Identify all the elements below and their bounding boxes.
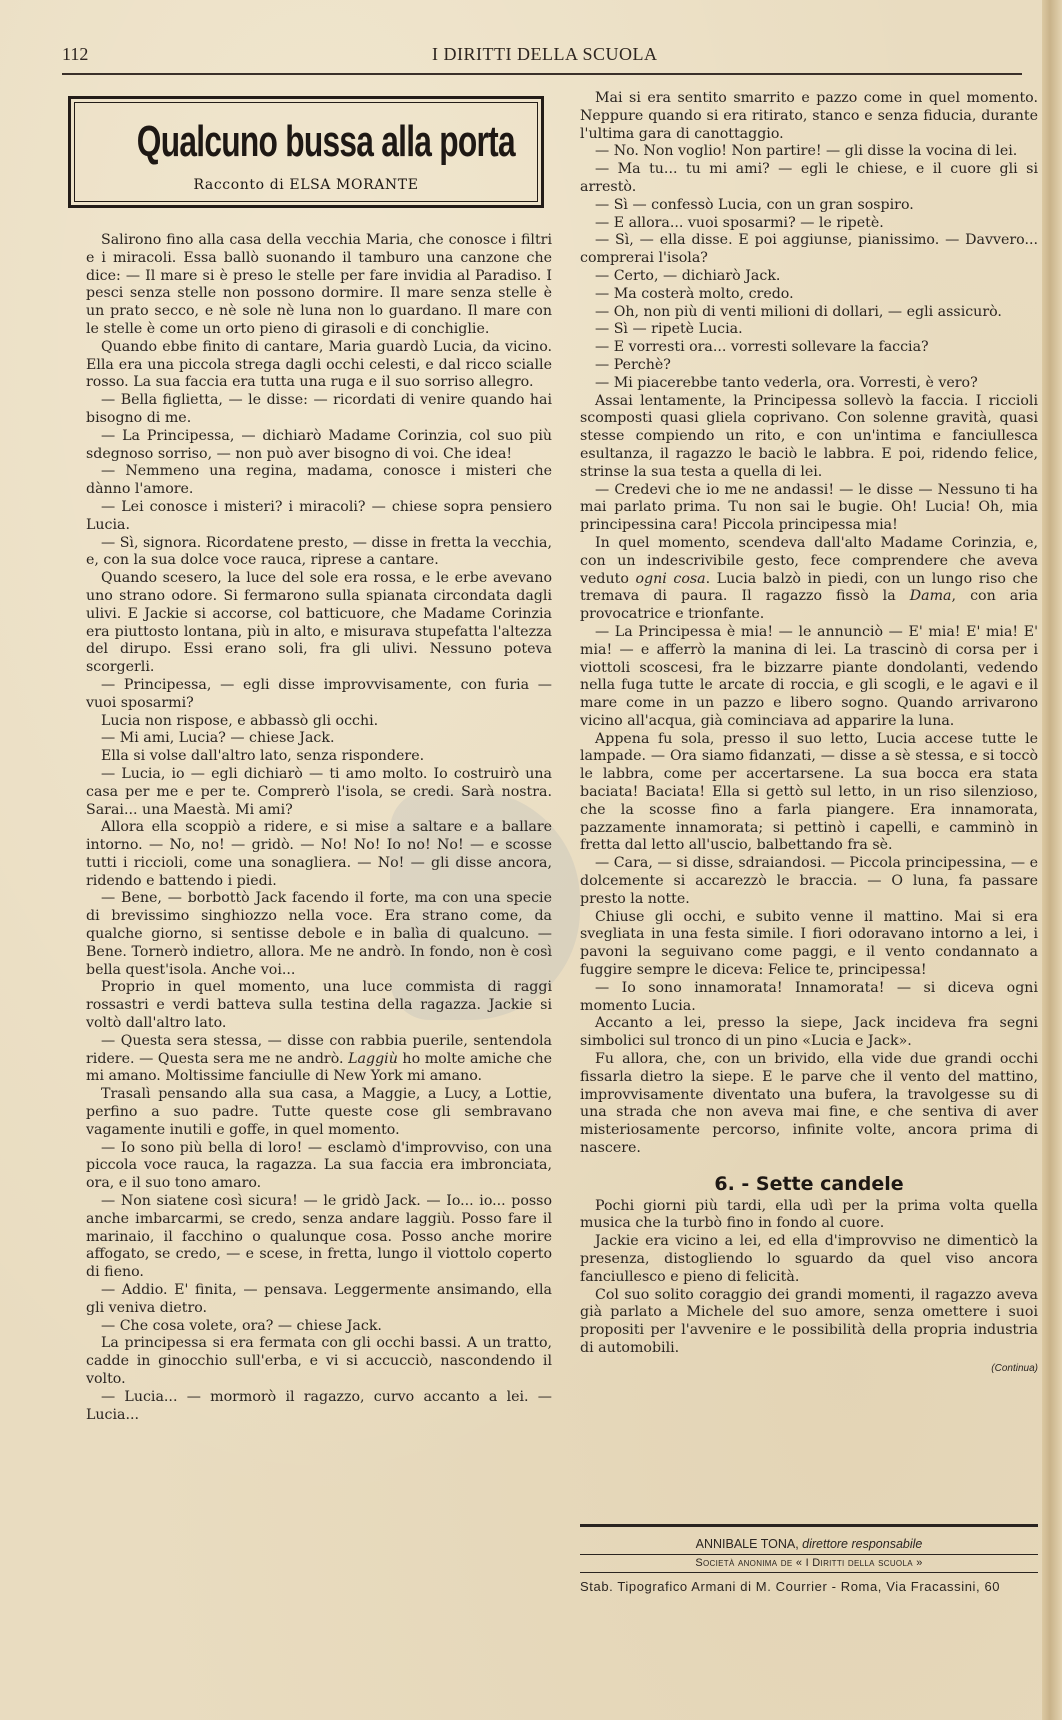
paragraph: — La Principessa, — dichiarò Madame Corinzia, col suo più sdegnoso sorriso, — non può aver bisogno di voi. Che idea! — [86, 427, 552, 462]
paragraph: Assai lentamente, la Principessa sollevò la faccia. I riccioli scomposti quasi gliela coprivano. Con solenne gravità, quasi stesse compiendo un rito, e con un'intima e fanciullesca esultanza, il ragazzo le baciò le labbra. E poi, ridendo felice, strinse la sua testa a quella di lei. — [580, 392, 1038, 480]
paragraph: — No. Non voglio! Non partire! — gli disse la vocina di lei. — [595, 143, 1018, 160]
page-edge — [1042, 0, 1062, 1720]
paragraph: — Sì, — ella disse. E poi aggiunse, pianissimo. — Davvero... comprerai l'isola? — [580, 232, 1038, 267]
paragraph: — Perchè? — [595, 356, 671, 373]
paragraph: Allora ella scoppiò a ridere, e si mise a saltare e a ballare intorno. — No, no! — gridò. — No! No! Io no! No! — e scosse tutti i riccioli, come una sonagliera. — No! — gli disse ancora, ridendo e battendo i piedi. — [86, 819, 552, 889]
section-heading: 6. - Sette candele — [714, 1172, 904, 1195]
paragraph: — Sì — confessò Lucia, con un gran sospiro. — [595, 196, 914, 213]
paragraph: Mai si era sentito smarrito e pazzo come in quel momento. Neppure quando si era ritirato, stanco e senza fiducia, durante l'ultima gara di canottaggio. — [580, 90, 1038, 142]
paragraph: Quando ebbe finito di cantare, Maria guardò Lucia, da vicino. Ella era una piccola strega dagli occhi celesti, e dal ricco scialle rosso. La sua faccia era tutta una ruga e il suo sorriso allegro. — [86, 338, 552, 391]
running-head — [62, 44, 1052, 68]
paragraph: — Nemmeno una regina, madama, conosce i misteri che dànno l'amore. — [86, 463, 552, 498]
paragraph: Salirono fino alla casa della vecchia Maria, che conosce i filtri e i miracoli. Essa ballò suonando il tamburo una canzone che dice: — Il mare si è preso le stelle per fare invidia al Paradiso. I pesci senza stelle non possono dormire. Il mare senza stelle è un prato secco, e nè sole nè luna non lo guardano. Il mare con le stelle è come un orto pieno di girasoli e di conchiglie. — [86, 232, 552, 337]
paragraph: In quel momento, scendeva dall'alto Madame Corinzia, e, con un indescrivibile gesto, fece comprendere che aveva veduto ogni cosa. Lucia balzò in piedi, con un lungo riso che tremava di paura. Il ragazzo fissò la Dama, con aria provocatrice e trionfante. — [580, 534, 1039, 623]
colophon — [580, 1524, 1038, 1597]
header-rule — [62, 73, 1022, 75]
paragraph: — Credevi che io me ne andassi! — le disse — Nessuno ti ha mai parlato prima. Tu non sai le bugie. Oh! Lucia! Oh, mia principessina cara! Piccola principessa mia! — [580, 481, 1038, 534]
paragraph: — Lucia... — mormorò il ragazzo, curvo accanto a lei. — Lucia... — [86, 1388, 552, 1423]
paragraph: — E vorresti ora... vorresti sollevare la faccia? — [595, 339, 929, 356]
paragraph: — Ma costerà molto, credo. — [595, 285, 794, 302]
paragraph: — Io sono più bella di loro! — esclamò d'improvviso, con una piccola voce rauca, la ragazza. La sua faccia era imbronciata, ora, e il suo tono amaro. — [86, 1139, 552, 1192]
continued-note: (Continua) — [991, 1362, 1038, 1374]
paragraph: Proprio in quel momento, una luce commista di raggi rossastri e verdi batteva sulla testina della ragazza. Jackie si voltò dall'altro lato. — [86, 979, 552, 1032]
right-column — [580, 90, 1038, 1378]
paragraph: — Sì, signora. Ricordatene presto, — disse in fretta la vecchia, e, con la sua dolce voce rauca, riprese a cantare. — [86, 534, 553, 569]
paragraph: — E allora... vuoi sposarmi? — le ripetè. — [595, 214, 884, 231]
paragraph: Quando scesero, la luce del sole era rossa, e le erbe avevano uno strano odore. Si fermarono sulla spianata circondata dagli ulivi. E Jackie si accorse, col batticuore, che Madame Corinzia era piuttosto lontana, più in alto, e misurava stupefatta l'altezza del dirupo. Essi erano soli, fra gli ulivi. Nessuno poteva scorgerli. — [86, 570, 552, 676]
paragraph: — Mi ami, Lucia? — chiese Jack. — [101, 730, 335, 747]
paragraph: Chiuse gli occhi, e subito venne il mattino. Mai si era svegliata in una festa simile. I fiori odoravano intorno a lei, i pavoni la seguivano come paggi, e il vento condannato a fuggire sempre le diceva: Felice te, principessa! — [580, 908, 1038, 979]
paragraph: La principessa si era fermata con gli occhi bassi. A un tratto, cadde in ginocchio sull'erba, e vi si accucciò, nascondendo il volto. — [86, 1335, 552, 1387]
paragraph: — Cara, — si disse, sdraiandosi. — Piccola principessina, — e dolcemente si accarezzò le braccia. — O luna, fa passare presto la notte. — [580, 855, 1038, 907]
paragraph: — Non siatene così sicura! — le gridò Jack. — Io... io... posso anche imbarcarmi, se credo, senza andare laggiù. Posso fare il marinaio, il facchino o qualunque cosa. Posso anche morire affogato, se credo, — e scese, in fretta, lungo il viottolo coperto di fieno. — [86, 1193, 552, 1281]
paragraph: — Principessa, — egli disse improvvisamente, con furia — vuoi sposarmi? — [86, 676, 552, 711]
journal-title: I DIRITTI DELLA SCUOLA — [432, 44, 658, 64]
paragraph: — Oh, non più di venti milioni di dollari, — egli assicurò. — [595, 303, 1002, 320]
director-role: direttore responsabile — [802, 1537, 923, 1551]
paragraph: — Mi piacerebbe tanto vederla, ora. Vorresti, è vero? — [595, 374, 978, 391]
paragraph: — Lei conosce i misteri? i miracoli? — chiese sopra pensiero Lucia. — [86, 498, 552, 533]
paragraph: Fu allora, che, con un brivido, ella vide due grandi occhi fissarla dietro la siepe. E le parve che il vento del mattino, improvvisamente diventato una bufera, la travolgesse su di una strada che non aveva mai fine, e che sentiva di aver misteriosamente percorso, infinite volte, ancora prima di nascere. — [580, 1051, 1038, 1157]
page-number: 112 — [62, 44, 89, 64]
paragraph: Col suo solito coraggio dei grandi momenti, il ragazzo aveva già parlato a Michele del suo amore, senza omettere i suoi propositi per l'avvenire e le possibilità della propria industria di automobili. — [580, 1286, 1038, 1356]
paragraph: Pochi giorni più tardi, ella udì per la prima volta quella musica che la turbò fino in fondo al cuore. — [580, 1197, 1038, 1232]
paragraph: Jackie era vicino a lei, ed ella d'improvviso ne dimenticò la presenza, distogliendo lo sguardo da quel viso ancora fanciullesco e pieno di felicità. — [580, 1233, 1038, 1285]
printer-line: Stab. Tipografico Armani di M. Courrier - Roma, Via Fracassini, 60 — [580, 1579, 1001, 1594]
paragraph: — Addio. E' finita, — pensava. Leggermente ansimando, ella gli veniva dietro. — [86, 1282, 552, 1316]
paragraph: — Questa sera stessa, — disse con rabbia puerile, sentendola ridere. — Questa sera me ne andrò. Laggiù ho molte amiche che mi amano. Moltissime fanciulle di New York mi amano. — [86, 1032, 552, 1085]
left-column — [86, 232, 552, 1424]
paragraph: — Che cosa volete, ora? — chiese Jack. — [101, 1317, 382, 1334]
paragraph: — La Principessa è mia! — le annunciò — E' mia! E' mia! E' mia! — e afferrò la manina di lei. La trascinò di corsa per i viottoli scoscesi, fra le bizzarre piante dondolanti, vedendo nella fuga tutte le arcate di roccia, e gli scogli, e le agavi e il mare come in un pazzo e libero sogno. Quando arrivarono vicino all'acqua, già cominciava ad apparire la luna. — [580, 623, 1038, 729]
right-column-body — [580, 90, 1038, 1158]
paragraph: — Io sono innamorata! Innamorata! — si diceva ogni momento Lucia. — [580, 979, 1038, 1014]
colophon-rule — [580, 1524, 1038, 1527]
paragraph: — Lucia, io — egli dichiarò — ti amo molto. Io costruirò una casa per me e per te. Comprerò l'isola, se credi. Sarà nostra. Sarai... una Maestà. Mi ami? — [86, 765, 552, 818]
director-name: ANNIBALE TONA, — [695, 1537, 799, 1551]
director-line — [580, 1535, 1038, 1555]
paragraph: Appena fu sola, presso il suo letto, Lucia accese tutte le lampade. — Ora siamo fidanzati, — disse a sè stessa, e si toccò le labbra, come per accertarsene. La sua bocca era stata baciata! Baciata! Ella si gettò sul letto, in un riso silenzioso, che la scosse fino a farla piangere. Era innamorata, pazzamente innamorata; si pettinò i capelli, e camminò in fretta dal letto all'uscio, balbettando fra sè. — [580, 730, 1038, 854]
story-title-box — [68, 96, 544, 208]
paragraph: — Sì — ripetè Lucia. — [595, 321, 743, 338]
section-body — [580, 1198, 1038, 1358]
paragraph: Accanto a lei, presso la siepe, Jack incideva fra segni simbolici sul tronco di un pino «Lucia e Jack». — [580, 1015, 1038, 1050]
paragraph: — Ma tu... tu mi ami? — egli le chiese, e il cuore gli si arrestò. — [580, 161, 1038, 195]
story-byline: Racconto di ELSA MORANTE — [193, 177, 419, 193]
paragraph: Lucia non rispose, e abbassò gli occhi. — [101, 712, 379, 729]
paragraph: — Bene, — borbottò Jack facendo il forte, ma con una specie di brevissimo singhiozzo nella voce. Era strano come, da qualche giorno, si sentisse debole e in balìa di qualcuno. — Bene. Tornerò indietro, allora. Me ne andrò. In fondo, non è così bella quest'isola. Anche voi... — [86, 890, 552, 978]
paragraph: — Certo, — dichiarò Jack. — [595, 267, 781, 284]
paragraph: — Bella figlietta, — le disse: — ricordati di venire quando hai bisogno di me. — [86, 392, 552, 426]
publisher-line: Società anonima de « I Diritti della scuola » — [580, 1555, 1038, 1573]
paragraph: Ella si volse dall'altro lato, senza rispondere. — [101, 748, 425, 765]
paragraph: Trasalì pensando alla sua casa, a Maggie, a Lucy, a Lottie, perfino a suo padre. Tutte queste cose gli sembravano vagamente inutili e goffe, in quel momento. — [86, 1086, 552, 1138]
story-title: Qualcuno bussa alla porta — [136, 117, 515, 166]
